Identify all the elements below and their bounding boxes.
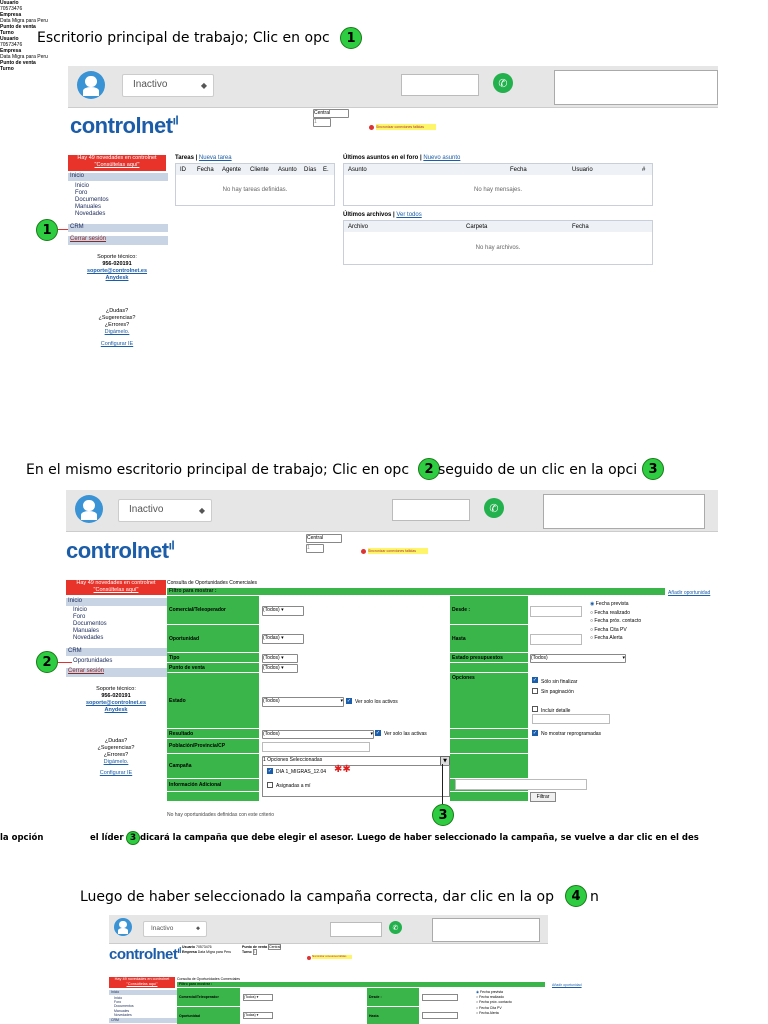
step-marker-3c: 3 (126, 831, 140, 845)
comercial-select-3[interactable]: (Todos) ▾ (243, 994, 273, 1001)
fecha-proximo-label: Fecha próx. contacto (594, 618, 642, 624)
fecha-realizado-radio[interactable]: ○ Fecha realizado (590, 609, 630, 616)
filtro-header-3: Filtro para mostrar : (177, 982, 545, 987)
status-value-3: Inactivo (151, 925, 174, 932)
desde-label: Desde : (452, 607, 471, 613)
solo-sin-checkbox[interactable]: ✓ (532, 677, 538, 683)
cerrar-sesion-link-2[interactable]: Cerrar sesión (66, 668, 168, 677)
punto-select[interactable] (313, 109, 349, 118)
digamelo-link-2[interactable]: Digámelo. (103, 759, 129, 765)
estado-label: Estado (169, 698, 186, 704)
sidebar-item-foro[interactable]: Foro (75, 190, 88, 196)
punto-value-2: Central (307, 535, 324, 541)
userinfo-block-3 (182, 945, 231, 955)
anadir-oportunidad-link-3[interactable]: Añadir oportunidad (552, 983, 582, 987)
usuario-label-2: Usuario (0, 36, 19, 42)
tipo-select-value: (Todos) (263, 655, 280, 661)
opciones-label-cell (450, 673, 528, 728)
comercial-label: Comercial/Teleoperador (169, 607, 226, 613)
ver-todos-link[interactable]: Ver todos (396, 212, 422, 218)
sidebar-item-manuales-2[interactable]: Manuales (73, 628, 100, 634)
empresa-value: Data Migra para Peru (0, 18, 48, 24)
inicio-section-2: Inicio (66, 598, 168, 606)
punto-label-3: Punto de venta (242, 945, 268, 949)
turno-select-2[interactable] (306, 544, 324, 553)
consultelas-link[interactable]: "Consúltelas aquí" (94, 162, 140, 168)
ver-activas-label: Ver solo las activas (384, 731, 427, 737)
foro-col-hash: # (642, 167, 646, 173)
poblacion-input[interactable] (262, 742, 370, 752)
alert-dot-icon-2 (361, 549, 366, 554)
fecha-prevista-radio[interactable]: ◉ Fecha prevista (590, 601, 629, 607)
estado-select[interactable]: (Todos) ▾ (262, 697, 344, 707)
turno-label-2: Turno (0, 66, 14, 72)
chevron-icon-2: ◆ (198, 505, 205, 515)
tareas-body (175, 175, 335, 206)
sidebar-menu-3 (114, 996, 134, 1017)
archivos-empty: No hay archivos. (475, 245, 521, 251)
desde-input[interactable] (530, 606, 582, 617)
campana-label: Campaña (169, 763, 192, 769)
resultado-label: Resultado (169, 731, 194, 737)
archivos-col-fecha: Fecha (572, 224, 589, 230)
incluir-detalle-input[interactable] (532, 714, 610, 724)
hasta-label-cell-3 (367, 1007, 419, 1024)
asignadas-checkbox[interactable] (267, 782, 273, 788)
no-results-text: No hay oportunidades definidas con este criterio (167, 812, 275, 818)
empty-green-cell-6 (450, 792, 528, 801)
fecha-cita-radio-3[interactable]: ○ Fecha Cita PV (476, 1005, 502, 1010)
tipo-label: Tipo (169, 655, 180, 661)
foro-title-text: Últimos asuntos en el foro (343, 155, 419, 161)
sidebar-item-inicio-2[interactable]: Inicio (73, 607, 88, 613)
logo-text-2: controlnet (66, 538, 169, 563)
inicio-section-3: Inicio (109, 990, 177, 995)
anadir-oportunidad-link[interactable]: Añadir oportunidad (668, 590, 711, 596)
phone-number-input-2[interactable] (392, 499, 470, 521)
punto-value: Central (314, 110, 331, 116)
tareas-col-dias: Días (304, 167, 317, 173)
novedades-banner[interactable] (68, 155, 166, 171)
logo-text-3: controlnet (109, 946, 178, 963)
fecha-alerta-radio[interactable]: ○ Fecha Alerta (590, 635, 623, 641)
archivos-body (343, 232, 653, 265)
comercial-label-3: Comercial/Teleoperador (179, 995, 219, 999)
alert-dot-icon (369, 125, 374, 130)
fecha-realizado-label-3: Fecha realizado (479, 995, 504, 1000)
ver-activos-checkbox[interactable]: ✓ (346, 698, 352, 704)
configurar-ie-link-2[interactable]: Configurar IE (99, 770, 133, 776)
sidebar-item-novedades-2[interactable]: Novedades (73, 635, 104, 641)
hasta-input[interactable] (530, 634, 582, 645)
cerrar-sesion-link[interactable]: Cerrar sesión (68, 236, 168, 245)
punto-form-select-value: (Todos) (263, 665, 280, 671)
turno-value: 1 (314, 119, 317, 125)
fecha-prevista-radio-3[interactable]: ◉ Fecha prevista (476, 990, 504, 994)
info-label-cell (167, 779, 259, 791)
punto-value-3[interactable]: Central (269, 945, 281, 949)
estado-label-cell (167, 673, 259, 728)
sidebar-menu (75, 183, 109, 218)
sidebar-item-manuales-3[interactable]: Manuales (114, 1008, 130, 1013)
estado-pres-select[interactable]: (Todos) ▾ (531, 655, 625, 661)
notes-textarea-3[interactable] (432, 918, 540, 942)
foro-col-usuario: Usuario (572, 167, 593, 173)
sidebar-menu-2 (73, 607, 107, 642)
dudas-text: ¿Dudas? (105, 308, 129, 314)
fecha-realizado-radio-3[interactable]: ○ Fecha realizado (476, 995, 504, 1000)
sin-paginacion-checkbox[interactable] (532, 688, 538, 694)
archivos-col-carpeta: Carpeta (466, 224, 488, 230)
campana-label-cell (167, 754, 259, 778)
desde-label-cell (450, 596, 528, 624)
tipo-label-cell (167, 653, 259, 662)
step-marker-2b: 2 (36, 651, 58, 673)
empresa-label-3: Empresa (182, 950, 197, 954)
incluir-detalle-checkbox[interactable] (532, 706, 538, 712)
oportunidad-select-3[interactable]: (Todas) ▾ (243, 1012, 273, 1019)
novedades-text: Hay 49 novedades en controlnet (77, 155, 157, 161)
sidebar-item-oportunidades[interactable]: Oportunidades (73, 658, 113, 664)
poblacion-label-cell (167, 739, 259, 753)
foro-body (343, 175, 653, 206)
novedades-text-3: Hay 49 novedades en controlnet (114, 977, 170, 981)
campana-value: 1 Opciones Seleccionadas (263, 757, 323, 763)
nuevo-asunto-link[interactable]: Nuevo asunto (423, 155, 461, 161)
anydesk-link-2[interactable]: Anydesk (104, 707, 128, 713)
usuario-label-3: Usuario (182, 945, 196, 949)
call-phone-icon-2[interactable]: ✆ (484, 498, 504, 518)
foro-col-asunto: Asunto (348, 167, 367, 173)
support-block-2 (66, 686, 166, 714)
opciones-label: Opciones (452, 675, 475, 681)
foro-empty: No hay mensajes. (473, 187, 523, 193)
fecha-radio-group-3 (476, 990, 512, 1016)
chevron-icon-3: ◆ (196, 925, 200, 932)
resultado-label-cell (167, 729, 259, 738)
campana-option-checkbox[interactable]: ✓ (267, 768, 273, 774)
no-mostrar-checkbox[interactable]: ✓ (532, 730, 538, 736)
alert-dot-icon-3 (307, 956, 311, 960)
fecha-alerta-label-3: Fecha Alerta (479, 1010, 499, 1015)
oportunidad-label-3: Oportunidad (179, 1014, 200, 1018)
anydesk-link[interactable]: Anydesk (105, 275, 129, 281)
status-value: Inactivo (133, 79, 168, 90)
sugerencias-text-2: ¿Sugerencias? (97, 745, 135, 751)
form-footer-cell (167, 792, 259, 801)
hasta-input-3[interactable] (422, 1012, 458, 1019)
step2-heading-a: En el mismo escritorio principal de trabajo; Clic en opc (26, 462, 410, 478)
step-marker-3: 3 (642, 458, 664, 480)
oportunidades-title-3: Consulta de Oportunidades Comerciales (177, 977, 241, 981)
step-marker-1b: 1 (36, 219, 58, 241)
punto-select-2[interactable] (306, 534, 342, 543)
comercial-label-cell-3 (177, 988, 240, 1006)
turno-label-3: Turno (242, 950, 252, 954)
sidebar-item-manuales[interactable]: Manuales (75, 204, 102, 210)
foro-col-fecha: Fecha (510, 167, 527, 173)
desde-input-3[interactable] (422, 994, 458, 1001)
support-phone: 956-020191 (102, 261, 132, 267)
sync-notice-3[interactable]: Sincronizar conexiones fallidas (312, 955, 352, 959)
sidebar-item-documentos[interactable]: Documentos (75, 197, 109, 203)
phone-number-input-3[interactable] (330, 922, 382, 937)
hasta-label: Hasta (452, 636, 466, 642)
support-block (68, 254, 166, 282)
tareas-empty: No hay tareas definidas. (222, 187, 288, 193)
solo-sin-label: Sólo sin finalizar (541, 679, 578, 685)
pointer-line-3 (442, 764, 443, 804)
controlnet-logo-2: controlnet$^{ıl}$ (66, 538, 175, 563)
step4-heading-a: Luego de haber seleccionado la campaña correcta, dar clic en la op (80, 889, 554, 905)
empty-green-cell-4 (450, 754, 528, 778)
punto-label: Punto de venta (0, 24, 36, 30)
fecha-prevista-label-3: Fecha prevista (480, 990, 504, 994)
punto-form-label: Punto de venta (169, 665, 205, 671)
comercial-label-cell (167, 596, 259, 624)
resultado-select[interactable]: (Todos) ▾ (263, 731, 373, 737)
inicio-section: Inicio (68, 173, 168, 181)
sidebar-item-foro-3[interactable]: Foro (114, 1000, 122, 1005)
phone-number-input[interactable] (401, 74, 479, 96)
sidebar-item-novedades-3[interactable]: Novedades (114, 1012, 132, 1017)
step-marker-2: 2 (418, 458, 440, 480)
call-phone-icon-3[interactable]: ✆ (389, 921, 402, 934)
sync-notice[interactable]: Sincronizar conexiones fallidas (376, 124, 436, 130)
usuario-value-3: 70573476 (196, 945, 212, 949)
no-mostrar-label: No mostrar reprogramadas (541, 731, 602, 737)
step3-caption-right: el líder (90, 833, 124, 843)
step-marker-1: 1 (340, 27, 362, 49)
filtrar-button[interactable]: Filtrar (530, 792, 556, 802)
sidebar-item-documentos-2[interactable]: Documentos (73, 621, 107, 627)
chevron-icon: ◆ (200, 80, 207, 90)
nueva-tarea-link[interactable]: Nueva tarea (198, 155, 232, 161)
tareas-col-e: E. (323, 167, 329, 173)
call-phone-icon[interactable]: ✆ (493, 73, 513, 93)
turno-value-2: 1 (307, 545, 310, 551)
empty-green-cell-3 (450, 739, 528, 753)
punto-block-3 (242, 945, 281, 955)
notes-textarea-2[interactable] (543, 494, 705, 529)
comercial-select[interactable]: (Todos) ▾ (262, 606, 304, 616)
archivos-col-archivo: Archivo (348, 224, 369, 230)
sidebar-item-crm[interactable]: CRM (68, 224, 168, 232)
support-label: Soporte técnico: (97, 254, 137, 260)
sync-notice-2[interactable]: Sincronizar conexiones fallidas (368, 548, 428, 554)
support-label-2: Soporte técnico: (96, 686, 136, 692)
fecha-proximo-radio-3[interactable]: ○ Fecha próx. contacto (476, 1000, 512, 1005)
tareas-title-text: Tareas (175, 155, 194, 161)
status-select-2[interactable] (118, 499, 212, 522)
oportunidad-select[interactable]: (Todas) ▾ (262, 634, 304, 644)
archivos-title-text: Últimos archivos (343, 212, 392, 218)
punto-form-select[interactable]: (Todos) ▾ (262, 664, 298, 673)
tareas-title: Tareas | Nueva tarea (175, 155, 232, 161)
fecha-proximo-label-3: Fecha próx. contacto (479, 1000, 512, 1005)
info-label: Información Adicional (169, 782, 222, 788)
archivos-title: Últimos archivos | Ver todos (343, 212, 422, 218)
turno-label: Turno (0, 30, 14, 36)
asignadas-label: Asignadas a mí (276, 783, 311, 789)
campana-option-label[interactable]: DIA 1_MIGRAS_12.04 (276, 769, 327, 775)
tareas-col-cliente: Cliente (250, 167, 269, 173)
sugerencias-text: ¿Sugerencias? (98, 315, 136, 321)
step2-heading-b: seguido de un clic en la opci (438, 462, 638, 478)
estado-pres-value: (Todos) (531, 655, 548, 661)
turno-select[interactable] (313, 118, 331, 127)
fecha-cita-label-3: Fecha Cita PV (479, 1005, 502, 1010)
punto-label-cell (167, 663, 259, 672)
filtro-header: Filtro para mostrar : (167, 588, 665, 595)
support-email-link-2[interactable]: soporte@controlnet.es (85, 700, 147, 706)
comercial-select-value: (Todos) (263, 607, 280, 613)
incluir-detalle-label: Incluir detalle (541, 708, 571, 714)
usuario-value: 70573476 (0, 6, 23, 12)
hasta-label-cell (450, 625, 528, 652)
campana-dropdown-arrow-icon[interactable]: ▼ (440, 756, 450, 766)
sidebar-item-documentos-3[interactable]: Documentos (114, 1004, 134, 1009)
step4-heading-b: n (590, 889, 599, 905)
status-select-3[interactable] (143, 921, 207, 937)
hasta-label-3: Hasta (369, 1014, 379, 1018)
estado-pres-label-cell (450, 653, 528, 662)
usuario-label: Usuario (0, 0, 19, 6)
agent-avatar-icon-2 (75, 495, 103, 523)
configurar-ie-link[interactable]: Configurar IE (100, 341, 134, 347)
feedback-block (68, 308, 166, 336)
punto-label-2: Punto de venta (0, 60, 36, 66)
estado-pres-label: Estado presupuestos (452, 655, 503, 661)
step3-caption-left: la opción (0, 833, 44, 843)
status-value-2: Inactivo (129, 504, 164, 515)
tareas-col-asunto: Asunto (278, 167, 297, 173)
comercial-select-value-3: (Todos) (244, 995, 256, 999)
poblacion-label: Población/Provincia/CP (169, 743, 226, 749)
oportunidad-label: Oportunidad (169, 636, 199, 642)
resultado-select-value: (Todos) (263, 731, 280, 737)
novedades-banner-2[interactable] (66, 580, 166, 595)
ver-activos-label: Ver solo los activos (355, 699, 398, 705)
novedades-text-2: Hay 49 novedades en controlnet (76, 580, 156, 586)
support-email-link[interactable]: soporte@controlnet.es (86, 268, 148, 274)
logo-text: controlnet (70, 113, 173, 138)
tareas-col-agente: Agente (222, 167, 242, 173)
sidebar-item-foro-2[interactable]: Foro (73, 614, 86, 620)
sidebar-item-novedades[interactable]: Novedades (75, 211, 106, 217)
controlnet-logo: controlnet$^{ıl}$ (70, 113, 179, 138)
usuario-value-2: 70573476 (0, 42, 23, 48)
sidebar-item-crm-3[interactable]: CRM (109, 1018, 177, 1023)
controlnet-logo-3: controlnet$^{ıl}$ (109, 946, 181, 963)
tipo-select[interactable]: (Todos) ▾ (262, 654, 298, 663)
errores-text-2: ¿Errores? (103, 752, 129, 758)
info-adicional-input[interactable] (455, 779, 587, 790)
empresa-label: Empresa (0, 12, 22, 18)
sin-paginacion-label: Sin paginación (541, 689, 574, 695)
fecha-prevista-label: Fecha prevista (595, 601, 629, 607)
pointer-line (58, 229, 68, 230)
tareas-col-fecha: Fecha (197, 167, 214, 173)
step1-heading: Escritorio principal de trabajo; Clic en opc (37, 30, 330, 46)
ver-activas-checkbox[interactable]: ✓ (375, 730, 381, 736)
consultelas-link-3[interactable]: "Consúltelas aquí" (126, 982, 158, 986)
empresa-value-2: Data Migra para Peru (0, 54, 48, 60)
consultelas-link-2[interactable]: "Consúltelas aquí" (93, 587, 139, 593)
desde-label-3: Desde : (369, 995, 382, 999)
empresa-label-2: Empresa (0, 48, 22, 54)
empresa-value-3: Data Migra para Peru (197, 950, 232, 954)
novedades-banner-3[interactable] (109, 977, 175, 988)
desde-label-cell-3 (367, 988, 419, 1006)
fecha-alerta-radio-3[interactable]: ○ Fecha Alerta (476, 1010, 499, 1015)
errores-text: ¿Errores? (104, 322, 130, 328)
step-marker-3b: 3 (432, 804, 454, 826)
sidebar-item-crm-2[interactable]: CRM (66, 648, 168, 656)
step3-caption-rest: dicará la campaña que debe elegir el asesor. Luego de haber seleccionado la campaña, se vuelve a dar clic en el des (140, 833, 699, 843)
tareas-col-id: ID (180, 167, 186, 173)
fecha-radio-group (590, 600, 641, 643)
oportunidad-label-cell-3 (177, 1007, 240, 1024)
pointer-line-2 (58, 662, 72, 663)
fecha-cita-label: Fecha Cita PV (594, 626, 627, 633)
fecha-proximo-radio[interactable]: ○ Fecha próx. contacto (590, 618, 642, 624)
oportunidad-select-value: (Todas) (263, 635, 280, 641)
turno-value-3[interactable]: 1 (253, 950, 256, 954)
support-phone-2: 956-020191 (101, 693, 131, 699)
oportunidades-title: Consulta de Oportunidades Comerciales (167, 580, 258, 586)
estado-select-value: (Todos) (263, 698, 280, 704)
step-marker-4: 4 (565, 885, 587, 907)
sidebar-item-inicio[interactable]: Inicio (75, 183, 90, 189)
agent-avatar-icon-3 (114, 918, 132, 936)
fecha-cita-radio[interactable]: ○ Fecha Cita PV (590, 626, 627, 633)
oportunidad-label-cell (167, 625, 259, 652)
fecha-realizado-label: Fecha realizado (594, 609, 630, 616)
dudas-text-2: ¿Dudas? (104, 738, 128, 744)
sidebar-item-inicio-3[interactable]: Inicio (114, 996, 123, 1000)
foro-title: Últimos asuntos en el foro | Nuevo asunto (343, 155, 461, 161)
feedback-block-2 (66, 738, 166, 766)
empty-green-cell-1 (450, 663, 528, 672)
oportunidad-select-value-3: (Todas) (244, 1013, 256, 1017)
digamelo-link[interactable]: Digámelo. (104, 329, 130, 335)
fecha-alerta-label: Fecha Alerta (594, 635, 623, 641)
notes-textarea[interactable] (554, 70, 718, 105)
empty-green-cell-2 (450, 729, 528, 738)
status-select[interactable] (122, 74, 214, 97)
asterisk-marker-icon: ✱✱ (334, 764, 351, 775)
agent-avatar-icon (77, 71, 105, 99)
